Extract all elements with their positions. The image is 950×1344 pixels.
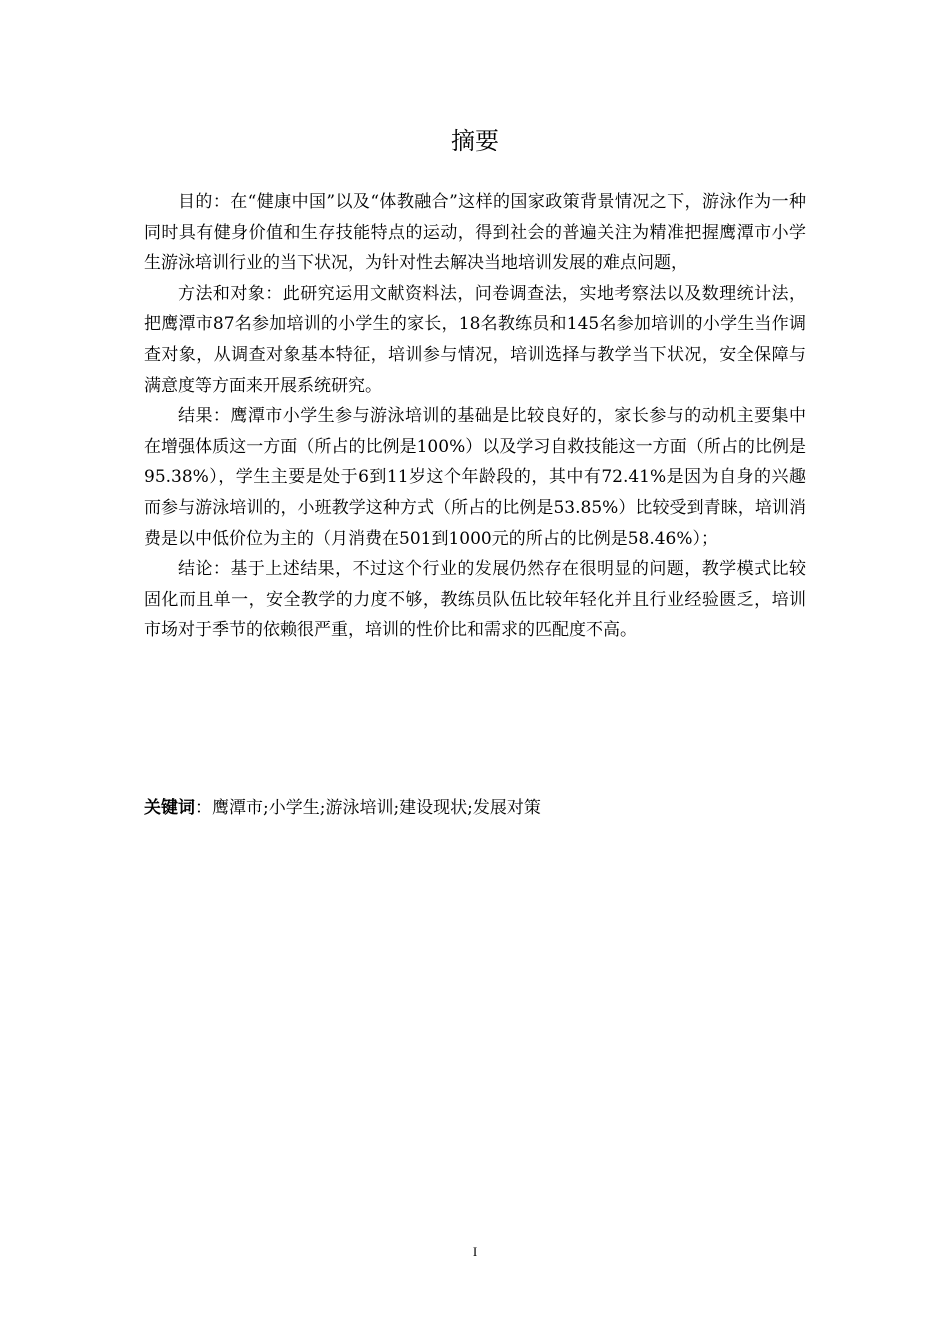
abstract-paragraph-conclusion: 结论：基于上述结果，不过这个行业的发展仍然存在很明显的问题，教学模式比较固化而且单一，安全教学的力度不够，教练员队伍比较年轻化并且行业经验匮乏，培训市场对于季节的依赖很严重，培训的性价比和需求的匹配度不高。 <box>144 559 806 641</box>
abstract-body <box>144 187 806 646</box>
keywords-label: 关键词 <box>144 798 195 818</box>
abstract-paragraph-results: 结果：鹰潭市小学生参与游泳培训的基础是比较良好的，家长参与的动机主要集中在增强体质这一方面（所占的比例是100%）以及学习自救技能这一方面（所占的比例是95.38%），学生主要是处于6到11岁这个年龄段的，其中有72.41%是因为自身的兴趣而参与游泳培训的，小班教学这种方式（所占的比例是53.85%）比较受到青睐，培训消费是以中低价位为主的（月消费在501到1000元的所占的比例是58.46%）； <box>144 406 806 549</box>
keywords-separator: ： <box>195 798 212 818</box>
abstract-paragraph-methods: 方法和对象：此研究运用文献资料法，问卷调查法，实地考察法以及数理统计法，把鹰潭市87名参加培训的小学生的家长，18名教练员和145名参加培训的小学生当作调查对象，从调查对象基本特征，培训参与情况，培训选择与教学当下状况，安全保障与满意度等方面来开展系统研究。 <box>144 283 806 396</box>
page-number: I <box>472 1244 478 1259</box>
page-title: 摘要 <box>451 127 499 155</box>
keywords-line <box>144 793 806 823</box>
keywords-list: 鹰潭市;小学生;游泳培训;建设现状;发展对策 <box>212 798 541 818</box>
abstract-paragraph-purpose: 目的：在“健康中国”以及“体教融合”这样的国家政策背景情况之下，游泳作为一种同时具有健身价值和生存技能特点的运动，得到社会的普遍关注为精准把握鹰潭市小学生游泳培训行业的当下状况，为针对性去解决当地培训发展的难点问题， <box>144 192 806 274</box>
